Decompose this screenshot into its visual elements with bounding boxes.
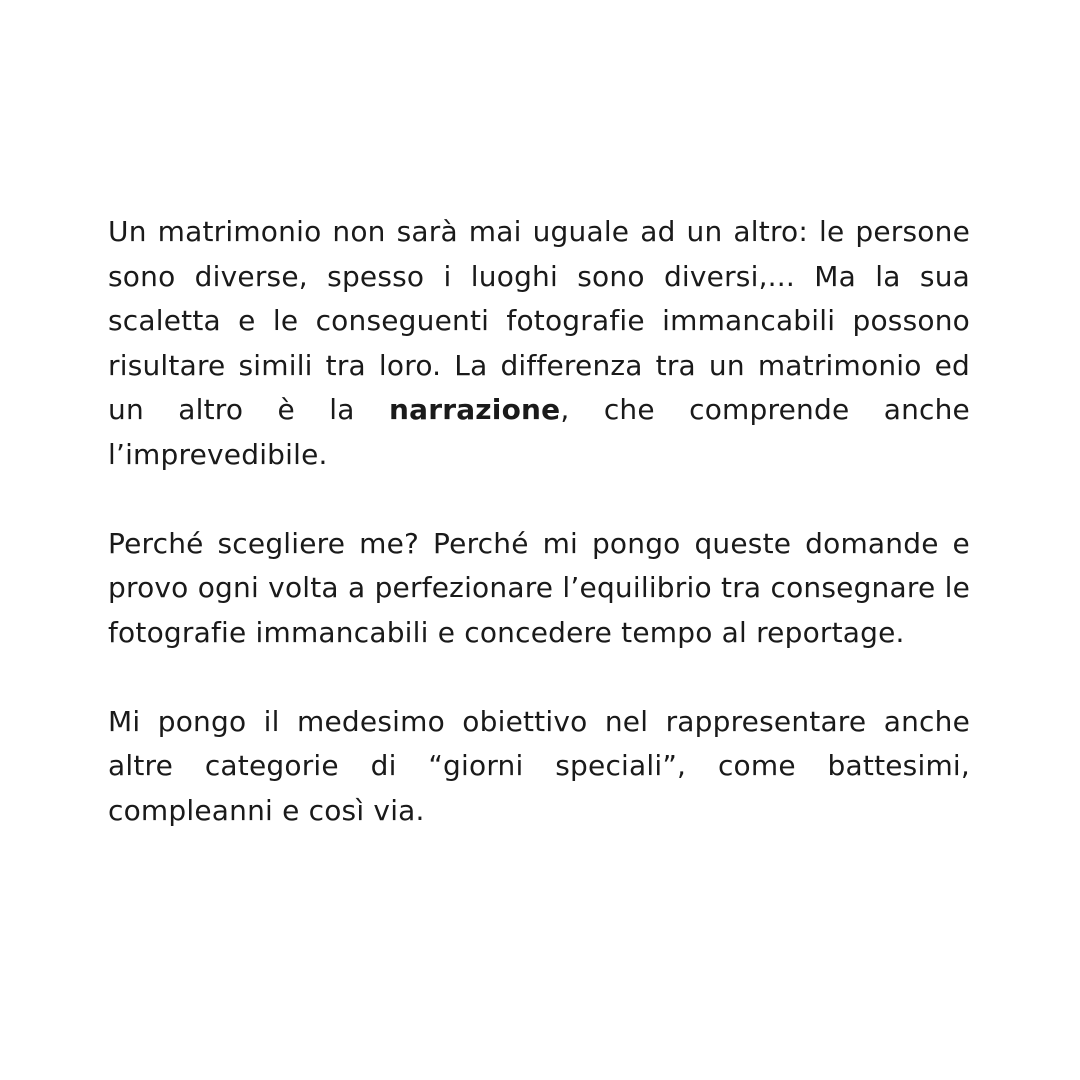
text-block	[108, 210, 970, 833]
paragraph-1-text-start: Un matrimonio non sarà mai uguale ad un altro: le persone sono diverse, spesso i luoghi sono diversi,... Ma la sua scaletta e le conseguenti fotografie immancabili possono risultare simili tra loro. La differenza tra un matrimonio ed un altro è la	[108, 215, 970, 426]
emphasis-narrazione: narrazione	[388, 393, 561, 426]
paragraph-3: Mi pongo il medesimo obiettivo nel rappresentare anche altre categorie di “giorni speciali”, come battesimi, compleanni e così via.	[108, 704, 970, 827]
paragraph-1	[108, 210, 970, 477]
paragraph-2: Perché scegliere me? Perché mi pongo queste domande e provo ogni volta a perfezionare l’equilibrio tra consegnare le fotografie immancabili e concedere tempo al reportage.	[108, 526, 970, 649]
paragraph-1-text-end: , che comprende anche l’imprevedibile.	[108, 393, 970, 471]
